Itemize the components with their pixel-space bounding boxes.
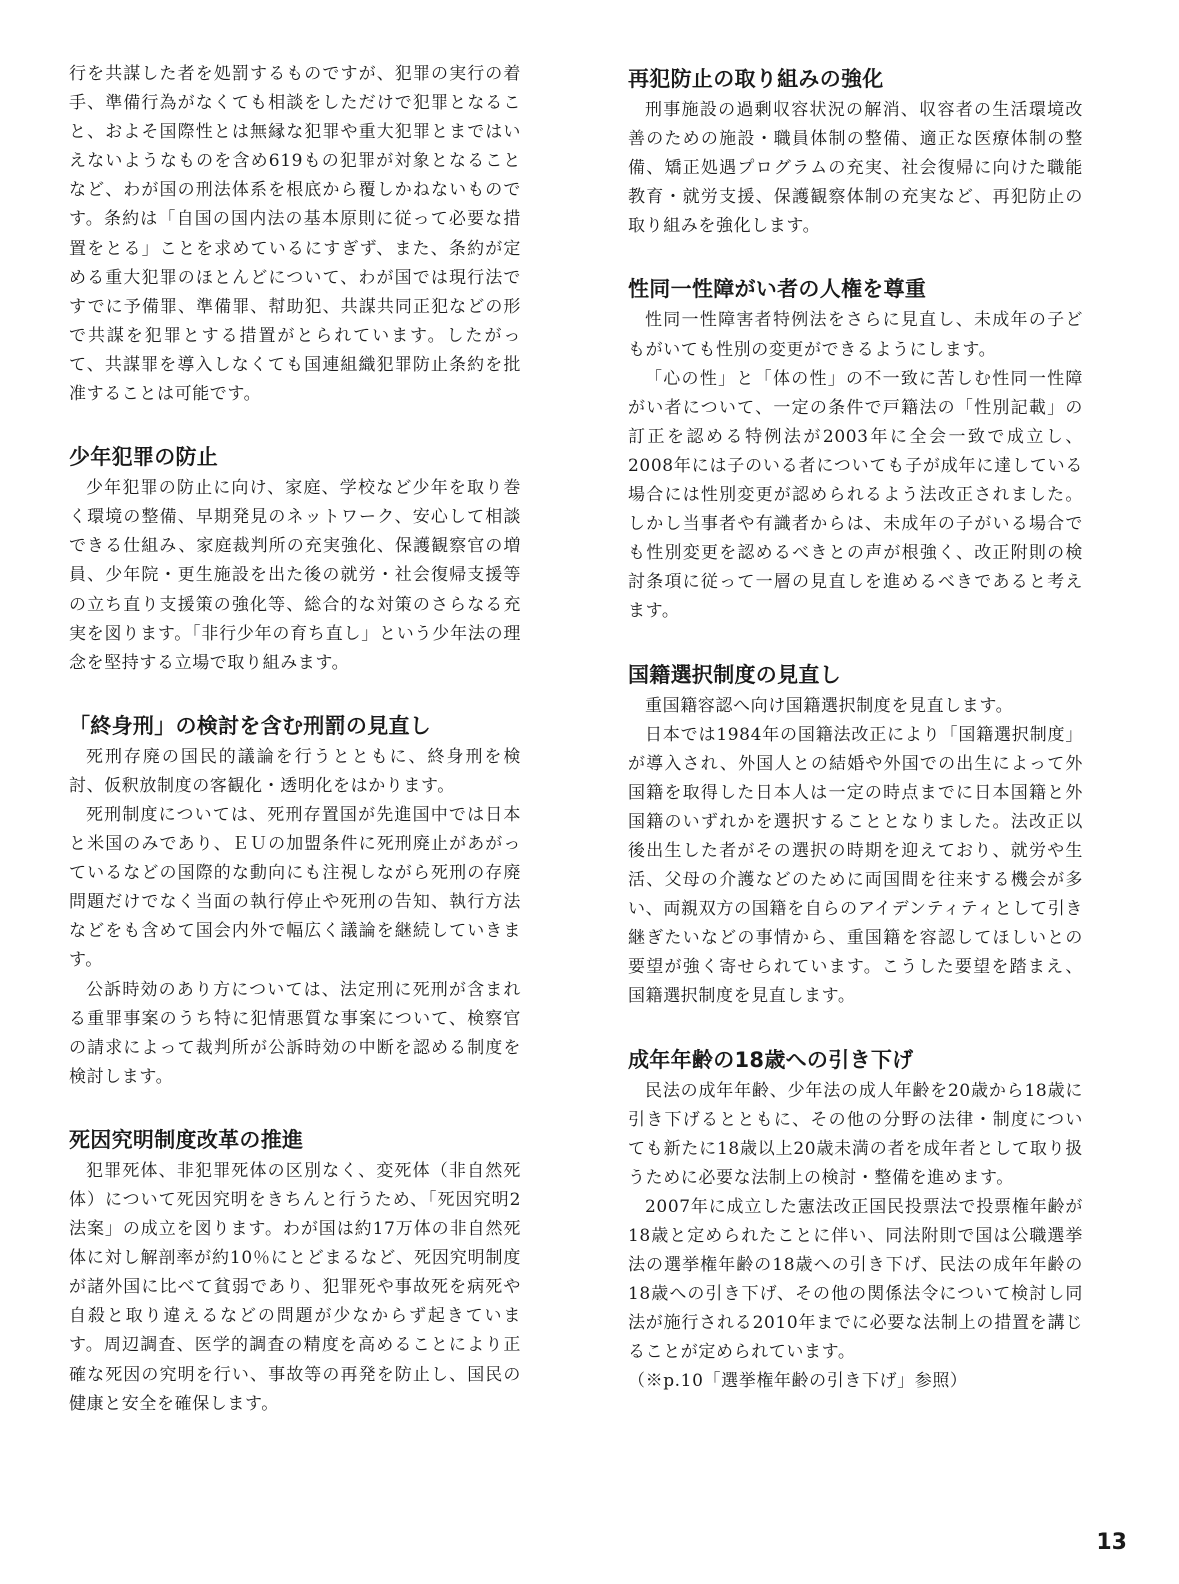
paragraph: 少年犯罪の防止に向け、家庭、学校など少年を取り巻く環境の整備、早期発見のネットワーク、安心して相談できる仕組み、家庭裁判所の充実強化、保護観察官の増員、少年院・更生施設を出た後の就労・社会復帰支援等の立ち直り支援策の強化等、総合的な対策のさらなる充実を図ります。「非行少年の育ち直し」という少年法の理念を堅持する立場で取り組みます。: [69, 478, 521, 673]
intro-paragraph: 行を共謀した者を処罰するものですが、犯罪の実行の着手、準備行為がなくても相談をしただけで犯罪となること、およそ国際性とは無縁な犯罪や重大犯罪とまではいえないようなものを含め619もの犯罪が対象となることなど、わが国の刑法体系を根底から覆しかねないものです。条約は「自国の国内法の基本原則に従って必要な措置をとる」ことを求めているにすぎず、また、条約が定める重大犯罪のほとんどについて、わが国では現行法ですでに予備罪、準備罪、幇助犯、共謀共同正犯などの形で共謀を犯罪とする措置がとられています。したがって、共謀罪を導入しなくても国連組織犯罪防止条約を批准することは可能です。: [69, 64, 521, 405]
paragraph: 公訴時効のあり方については、法定刑に死刑が含まれる重罪事案のうち特に犯情悪質な事案について、検察官の請求によって裁判所が公訴時効の中断を認める制度を検討します。: [69, 979, 521, 1087]
paragraph: 刑事施設の過剰収容状況の解消、収容者の生活環境改善のための施設・職員体制の整備、適正な医療体制の整備、矯正処遇プログラムの充実、社会復帰に向けた職能教育・就労支援、保護観察体制の充実など、再犯防止の取り組みを強化します。: [628, 100, 1083, 237]
section-heading-life-sentence: 「終身刑」の検討を含む刑罰の見直し: [69, 713, 432, 738]
paragraph: 日本では1984年の国籍法改正により「国籍選択制度」が導入され、外国人との結婚や外国での出生によって外国籍を取得した日本人は一定の時点までに日本国籍と外国籍のいずれかを選択することとなりました。法改正以後出生した者がその選択の時期を迎えており、就労や生活、父母の介護などのために両国間を往来する機会が多い、両親双方の国籍を自らのアイデンティティとして引き継ぎたいなどの事情から、重国籍を容認してほしいとの要望が強く寄せられています。こうした要望を踏まえ、国籍選択制度を見直します。: [628, 724, 1083, 1007]
paragraph: 重国籍容認へ向け国籍選択制度を見直します。: [645, 695, 1014, 716]
section-heading-gender-identity: 性同一性障がい者の人権を尊重: [628, 277, 927, 302]
paragraph: 死刑存廃の国民的議論を行うとともに、終身刑を検討、仮釈放制度の客観化・透明化をはかります。: [69, 746, 521, 796]
paragraph: 民法の成年年齢、少年法の成人年齢を20歳から18歳に引き下げるとともに、その他の分野の法律・制度についても新たに18歳以上20歳未満の者を成年者として取り扱うために必要な法制上の検討・整備を進めます。: [628, 1080, 1083, 1188]
section-heading-recidivism: 再犯防止の取り組みの強化: [628, 67, 884, 91]
paragraph: 「心の性」と「体の性」の不一致に苦しむ性同一性障がい者について、一定の条件で戸籍法の「性別記載」の訂正を認める特例法が2003年に全会一致で成立し、2008年には子のいる者についても子が成年に達している場合には性別変更が認められるよう法改正されました。しかし当事者や有識者からは、未成年の子がいる場合でも性別変更を認めるべきとの声が根強く、改正附則の検討条項に従って一層の見直しを進めるべきであると考えます。: [628, 368, 1083, 622]
left-column: [69, 60, 521, 1419]
page-number: 13: [1096, 1530, 1127, 1555]
section-heading-cause-of-death: 死因究明制度改革の推進: [69, 1127, 304, 1152]
right-column: [628, 60, 1083, 1397]
reference-note: （※p.10「選挙権年齢の引き下げ」参照）: [628, 1371, 968, 1392]
section-heading-juvenile-crime: 少年犯罪の防止: [69, 445, 219, 470]
paragraph: 死刑制度については、死刑存置国が先進国中では日本と米国のみであり、ＥＵの加盟条件に死刑廃止があがっているなどの国際的な動向にも注視しながら死刑の存廃問題だけでなく当面の執行停止や死刑の告知、執行方法などをも含めて国会内外で幅広く議論を継続していきます。: [69, 804, 521, 971]
paragraph: 犯罪死体、非犯罪死体の区別なく、変死体（非自然死体）について死因究明をきちんと行うため、「死因究明2法案」の成立を図ります。わが国は約17万体の非自然死体に対し解剖率が約10％にとどまるなど、死因究明制度が諸外国に比べて貧弱であり、犯罪死や事故死を病死や自殺と取り違えるなどの問題が少なからず起きています。周辺調査、医学的調査の精度を高めることにより正確な死因の究明を行い、事故等の再発を防止し、国民の健康と安全を確保します。: [69, 1160, 521, 1414]
section-heading-nationality: 国籍選択制度の見直し: [628, 662, 841, 687]
paragraph: 性同一性障害者特例法をさらに見直し、未成年の子どもがいても性別の変更ができるようにします。: [628, 310, 1083, 360]
section-heading-age-of-majority: 成年年齢の18歳への引き下げ: [628, 1047, 914, 1072]
paragraph: 2007年に成立した憲法改正国民投票法で投票権年齢が18歳と定められたことに伴い、同法附則で国は公職選挙法の選挙権年齢の18歳への引き下げ、民法の成年年齢の18歳への引き下げ、その他の関係法令について検討し同法が施行される2010年までに必要な法制上の措置を講じることが定められています。: [628, 1196, 1083, 1363]
